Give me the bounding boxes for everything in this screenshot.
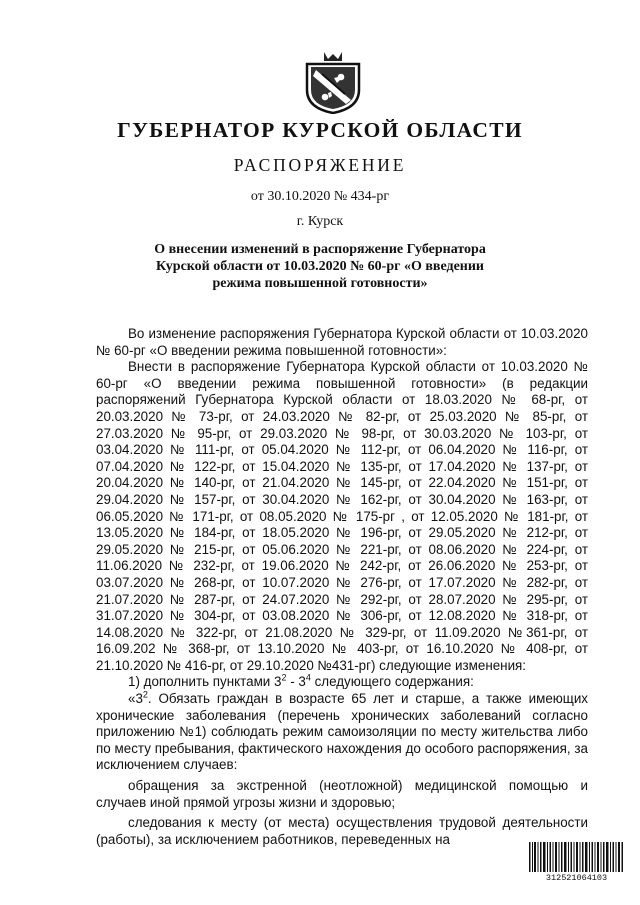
item-1-sup: 4 xyxy=(305,673,311,683)
document-type: РАСПОРЯЖЕНИЕ xyxy=(233,155,407,175)
amendment-paragraph: Внести в распоряжение Губернатора Курской области от 10.03.2020 № 60-рг «О введении режима повышенной готовности» (в редакции распоряжений Губернатора Курской области от 18.03.2020 № 68-рг, от 20.03.2020 № 73-рг, от 24.03.2020 № 82-рг, от 25.03.2020 № 85-рг, от 27.03.2020 № 95-рг, от 29.03.2020 № 98-рг, от 30.03.2020 № 103-рг, от 03.04.2020 № 111-рг, от 05.04.2020 № 112-рг, от 06.04.2020 № 116-рг, от 07.04.2020 № 122-рг, от 15.04.2020 № 135-рг, от 17.04.2020 № 137-рг, от 20.04.2020 № 140-рг, от 21.04.2020 № 145-рг, от 22.04.2020 № 151-рг, от 29.04.2020 № 157-рг, от 30.04.2020 № 162-рг, от 30.04.2020 № 163-рг, от 06.05.2020 № 171-рг, от 08.05.2020 № 175-рг , от 12.05.2020 № 181-рг, от 13.05.2020 № 184-рг, от 18.05.2020 № 196-рг, от 29.05.2020 № 212-рг, от 29.05.2020 № 215-рг, от 05.06.2020 № 221-рг, от 08.06.2020 № 224-рг, от 11.06.2020 № 232-рг, от 19.06.2020 № 242-рг, от 26.06.2020 № 253-рг, от 03.07.2020 № 268-рг, от 10.07.2020 № 276-рг, от 17.07.2020 № 282-рг, от 21.07.2020 № 287-рг, от 24.07.2020 № 292-рг, от 28.07.2020 № 295-рг, от 31.07.2020 № 304-рг, от 03.08.2020 № 306-рг, от 12.08.2020 № 318-рг, от 14.08.2020 № 322-рг, от 21.08.2020 № 329-рг, от 11.09.2020 №361-рг, от 16.09.202 № 368-рг, от 13.10.2020 № 403-рг, от 16.10.2020 № 408-рг, от 21.10.2020 № 416-рг, от 29.10.2020 №431-рг) следующие изменения: xyxy=(96,359,588,673)
barcode-number: 312521064103 xyxy=(528,873,625,883)
coat-of-arms-icon xyxy=(304,50,362,114)
item-1-suffix: следующего содержания: xyxy=(310,674,474,690)
document-date-number: от 30.10.2020 № 434-рг xyxy=(250,189,390,204)
issuer-title: ГУБЕРНАТОР КУРСКОЙ ОБЛАСТИ xyxy=(117,118,523,142)
preamble-paragraph: Во изменение распоряжения Губернатора Курской области от 10.03.2020 № 60-рг «О введении режима повышенной готовности»: xyxy=(96,326,588,358)
exception-paragraph: обращения за экстренной (неотложной) медицинской помощью и случаев иной прямой угрозы жизни и здоровью; xyxy=(96,778,588,810)
item-1-mid: - 3 xyxy=(286,674,306,690)
point-text: . Обязать граждан в возрасте 65 лет и старше, а также имеющих хронические заболевания (перечень хронических заболеваний согласно приложению №1) соблюдать режим самоизоляции по месту жительства либо по месту пребывания, фактического нахождения до особого распоряжения, за исключением случаев: xyxy=(96,691,588,773)
subject-line: режима повышенной готовности» xyxy=(212,276,428,291)
point-3-2-paragraph xyxy=(96,691,588,774)
point-sup: 2 xyxy=(142,689,148,700)
item-1-paragraph xyxy=(96,674,588,691)
item-1-prefix: 1) дополнить пунктами 3 xyxy=(128,674,282,690)
document-body xyxy=(96,326,588,848)
point-prefix: «3 xyxy=(128,691,143,707)
subject-line: Курской области от 10.03.2020 № 60-рг «О введении xyxy=(155,259,484,274)
subject-line: О внесении изменений в распоряжение Губернатора xyxy=(154,242,486,257)
exception-paragraph: следования к месту (от места) осуществления трудовой деятельности (работы), за исключением работников, переведенных на xyxy=(96,815,588,847)
item-1-sup: 2 xyxy=(281,673,287,683)
document-subject xyxy=(150,241,490,292)
document-city: г. Курск xyxy=(296,214,344,229)
